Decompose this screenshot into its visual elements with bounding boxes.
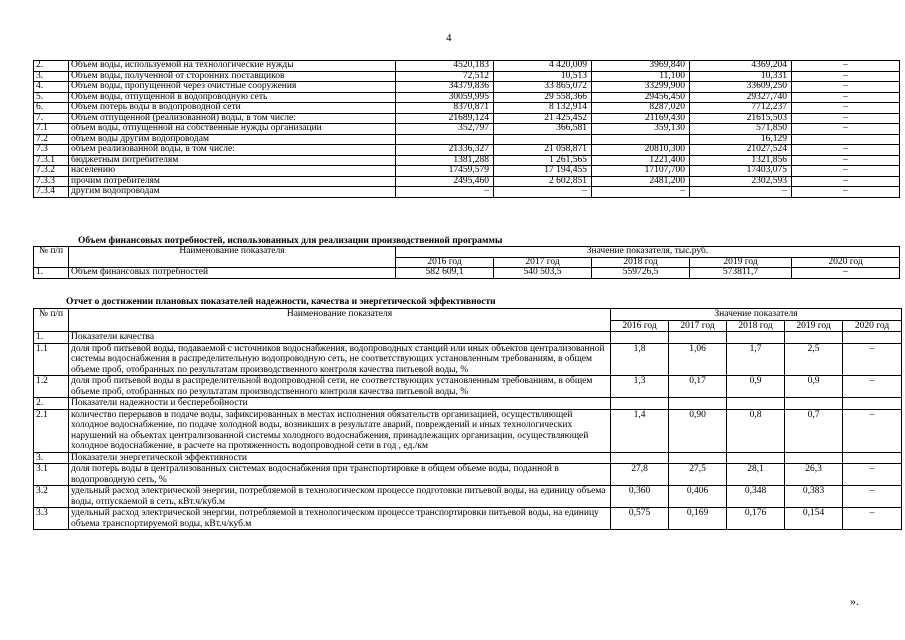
indicators-header-row [34, 309, 902, 321]
row-name: доля потерь воды в централизованных системах водоснабжения при транспортировке в общем объеме воды, поданной в водопроводную сеть, % [69, 464, 611, 486]
row-value: 540 503,5 [494, 268, 592, 279]
row-value [396, 134, 494, 145]
table-row [34, 176, 900, 187]
row-name: Объем воды, отпущенной в водопроводную сеть [69, 92, 396, 103]
row-value: 21615,503 [690, 113, 792, 124]
table-row [34, 113, 900, 124]
row-value: 33609,250 [690, 82, 792, 93]
row-value: 17107,700 [592, 166, 690, 177]
page-number: 4 [446, 32, 452, 44]
row-value: – [792, 145, 900, 156]
empty-cell [785, 332, 843, 344]
row-value: – [792, 103, 900, 114]
year-header: 2017 год [669, 320, 727, 332]
row-number: 7.3 [34, 145, 69, 156]
row-value: 359,130 [592, 124, 690, 135]
row-value: 0,383 [785, 486, 843, 508]
section-number: 2. [34, 398, 69, 410]
table-row [34, 187, 900, 198]
row-value: 21336,327 [396, 145, 494, 156]
row-value: – [792, 268, 900, 279]
row-value: 21027,524 [690, 145, 792, 156]
table-row [34, 343, 902, 376]
row-number: 7.3.4 [34, 187, 69, 198]
row-value: 20810,300 [592, 145, 690, 156]
row-value: 30059,995 [396, 92, 494, 103]
row-value: 11,100 [592, 71, 690, 82]
row-value: 21 425,452 [494, 113, 592, 124]
section-row [34, 452, 902, 464]
empty-cell [843, 452, 902, 464]
row-value: 3969,840 [592, 61, 690, 72]
row-value: 27,5 [669, 464, 727, 486]
row-value: 1221,400 [592, 155, 690, 166]
row-name: объем воды другим водопроводам [69, 134, 396, 145]
row-name: населению [69, 166, 396, 177]
empty-cell [669, 452, 727, 464]
row-value: 0,9 [785, 376, 843, 398]
table-row [34, 92, 900, 103]
row-value: 0,348 [727, 486, 785, 508]
table-row [34, 82, 900, 93]
row-value: 1,8 [611, 343, 669, 376]
row-number: 7.3.1 [34, 155, 69, 166]
row-number: 2.1 [34, 409, 69, 452]
row-value: 0,90 [669, 409, 727, 452]
section-title: Показатели энергетической эффективности [69, 452, 611, 464]
finance-table [33, 246, 900, 279]
table-row [34, 376, 902, 398]
empty-cell [843, 332, 902, 344]
row-value: 29 558,366 [494, 92, 592, 103]
row-value: – [792, 124, 900, 135]
row-value: 1,4 [611, 409, 669, 452]
row-value: 27,8 [611, 464, 669, 486]
row-name: доля проб питьевой воды, подаваемой с источников водоснабжения, водопроводных станций или иных объектов централизованной системы водоснабжения в распределительную водопроводную сеть, не соответствующих установленным требованиям, в общем объеме проб, отобранных по результатам производственного контроля качества питьевой воды, % [69, 343, 611, 376]
row-name: количество перерывов в подаче воды, зафиксированных в местах исполнения обязательств организацией, осуществляющей холодное водоснабжение, по подаче холодной воды, возникших в результате аварий, повреждений и иных технологических нарушений на объектах централизованной системы холодного водоснабжения, принадлежащих организации, осуществляющей холодное водоснабжение, в расчете на протяженность водопроводной сети в год , ед./км [69, 409, 611, 452]
row-name: Объем воды, пропущенной через очистные сооружения [69, 82, 396, 93]
row-value: 352,797 [396, 124, 494, 135]
table-row [34, 103, 900, 114]
row-value [494, 134, 592, 145]
row-value: 17459,579 [396, 166, 494, 177]
row-value: 10,331 [690, 71, 792, 82]
year-header: 2018 год [727, 320, 785, 332]
row-value: – [792, 113, 900, 124]
table-row [34, 508, 902, 530]
row-value: – [843, 343, 902, 376]
row-number: 7.1 [34, 124, 69, 135]
row-value: 1,7 [727, 343, 785, 376]
row-value: 33 865,072 [494, 82, 592, 93]
row-value: 72,512 [396, 71, 494, 82]
empty-cell [669, 398, 727, 410]
row-value: 573811,7 [690, 268, 792, 279]
row-value: 0,154 [785, 508, 843, 530]
row-value: 33299,900 [592, 82, 690, 93]
row-value: 7712,237 [690, 103, 792, 114]
empty-cell [843, 398, 902, 410]
row-value: 29327,740 [690, 92, 792, 103]
year-header: 2019 год [785, 320, 843, 332]
row-value: 0,169 [669, 508, 727, 530]
table-row [34, 124, 900, 135]
header-num: № п/п [34, 247, 69, 268]
row-value: 0,406 [669, 486, 727, 508]
row-name: Объем потерь воды в водопроводной сети [69, 103, 396, 114]
row-value: 0,9 [727, 376, 785, 398]
row-number: 3. [34, 71, 69, 82]
row-value: 16,129 [690, 134, 792, 145]
row-name: удельный расход электрической энергии, потребляемой в технологическом процессе транспортировки питьевой воды, на единицу объема транспортируемой воды, кВт.ч/куб.м [69, 508, 611, 530]
header-name: Наименование показателя [69, 247, 396, 268]
closing-quote-mark: ». [850, 594, 859, 608]
row-value: 21169,430 [592, 113, 690, 124]
row-number: 3.2 [34, 486, 69, 508]
year-header: 2017 год [494, 257, 592, 268]
table-row [34, 166, 900, 177]
row-value: – [792, 82, 900, 93]
row-number: 1.2 [34, 376, 69, 398]
row-value: 29456,450 [592, 92, 690, 103]
row-name: Объем отпущенной (реализованной) воды, в том числе: [69, 113, 396, 124]
table-row [34, 155, 900, 166]
empty-cell [727, 398, 785, 410]
section-row [34, 332, 902, 344]
row-value: 2302,593 [690, 176, 792, 187]
year-header: 2018 год [592, 257, 690, 268]
row-value: – [843, 508, 902, 530]
row-name: доля проб питьевой воды в распределительной водопроводной сети, не соответствующих установленным требованиям, в общем объеме проб, отобранных по результатам производственного контроля качества питьевой воды, % [69, 376, 611, 398]
row-value: 571,850 [690, 124, 792, 135]
table-row [34, 134, 900, 145]
section-number: 1. [34, 332, 69, 344]
row-value: 0,575 [611, 508, 669, 530]
empty-cell [611, 332, 669, 344]
empty-cell [727, 452, 785, 464]
section-row [34, 398, 902, 410]
row-value: 1,06 [669, 343, 727, 376]
empty-cell [785, 452, 843, 464]
row-name: бюджетным потребителям [69, 155, 396, 166]
row-value: – [792, 71, 900, 82]
row-value: 21 058,871 [494, 145, 592, 156]
row-number: 7. [34, 113, 69, 124]
table-row [34, 486, 902, 508]
year-header: 2020 год [843, 320, 902, 332]
section-title: Показатели качества [69, 332, 611, 344]
indicators-table [33, 308, 902, 530]
row-value: 8287,020 [592, 103, 690, 114]
row-value: 4520,183 [396, 61, 494, 72]
year-header: 2020 год [792, 257, 900, 268]
row-number: 3.3 [34, 508, 69, 530]
row-value [792, 134, 900, 145]
row-number: 5. [34, 92, 69, 103]
row-value: 17403,075 [690, 166, 792, 177]
finance-header-row [34, 247, 900, 258]
row-name: объем реализованной воды, в том числе: [69, 145, 396, 156]
indicators-table-caption: Отчет о достижении плановых показателей надежности, качества и энергетической эффективности [66, 297, 496, 307]
header-name: Наименование показателя [69, 309, 611, 332]
row-value: 28,1 [727, 464, 785, 486]
row-value: – [690, 187, 792, 198]
row-value: – [843, 376, 902, 398]
row-name: объем воды, отпущенной на собственные нужды организации [69, 124, 396, 135]
year-header: 2019 год [690, 257, 792, 268]
header-value: Значение показателя, тыс.руб. [396, 247, 900, 258]
row-value: 0,8 [727, 409, 785, 452]
row-name: другим водопроводам [69, 187, 396, 198]
water-volume-table [33, 60, 900, 198]
row-value: 0,360 [611, 486, 669, 508]
row-value: – [792, 176, 900, 187]
table-row [34, 61, 900, 72]
row-value: 1 261,565 [494, 155, 592, 166]
row-name: удельный расход электрической энергии, потребляемой в технологическом процессе подготовки питьевой воды, на единицу объема воды, отпускаемой в сеть, кВт.ч/куб.м [69, 486, 611, 508]
row-value: 582 609,1 [396, 268, 494, 279]
row-name: Объем финансовых потребностей [69, 268, 396, 279]
row-value: 559726,5 [592, 268, 690, 279]
table-row [34, 268, 900, 279]
row-name: Объем воды, полученной от сторонних поставщиков [69, 71, 396, 82]
row-number: 1. [34, 268, 69, 279]
row-number: 1.1 [34, 343, 69, 376]
row-number: 4. [34, 82, 69, 93]
row-number: 7.2 [34, 134, 69, 145]
year-header: 2016 год [396, 257, 494, 268]
row-number: 3.1 [34, 464, 69, 486]
row-value: – [494, 187, 592, 198]
year-header: 2016 год [611, 320, 669, 332]
row-value: 0,17 [669, 376, 727, 398]
table-row [34, 464, 902, 486]
row-value: 4369,204 [690, 61, 792, 72]
row-value: – [843, 486, 902, 508]
row-value: – [843, 409, 902, 452]
row-value [592, 134, 690, 145]
row-value: 4 420,009 [494, 61, 592, 72]
header-value: Значение показателя [611, 309, 902, 321]
row-name: прочим потребителям [69, 176, 396, 187]
empty-cell [785, 398, 843, 410]
row-value: 0,7 [785, 409, 843, 452]
row-value: – [843, 464, 902, 486]
empty-cell [727, 332, 785, 344]
row-number: 6. [34, 103, 69, 114]
row-value: 1,3 [611, 376, 669, 398]
row-value: 2,5 [785, 343, 843, 376]
empty-cell [669, 332, 727, 344]
row-value: 1381,288 [396, 155, 494, 166]
table-row [34, 145, 900, 156]
row-value: 366,581 [494, 124, 592, 135]
row-name: Объем воды, используемой на технологические нужды [69, 61, 396, 72]
row-value: 10,513 [494, 71, 592, 82]
row-value: 34379,836 [396, 82, 494, 93]
empty-cell [611, 452, 669, 464]
finance-table-caption: Объем финансовых потребностей, использованных для реализации производственной программы [78, 236, 503, 246]
table-row [34, 409, 902, 452]
row-value: – [792, 92, 900, 103]
row-value: – [792, 155, 900, 166]
row-value: – [592, 187, 690, 198]
row-number: 7.3.3 [34, 176, 69, 187]
row-value: 2 602,851 [494, 176, 592, 187]
section-title: Показатели надежности и бесперебойности [69, 398, 611, 410]
row-value: 2495,460 [396, 176, 494, 187]
row-value: 17 194,455 [494, 166, 592, 177]
row-value: 8 132,914 [494, 103, 592, 114]
row-value: – [396, 187, 494, 198]
row-value: – [792, 187, 900, 198]
row-value: – [792, 166, 900, 177]
empty-cell [611, 398, 669, 410]
row-value: 1321,856 [690, 155, 792, 166]
row-value: 8370,871 [396, 103, 494, 114]
row-number: 7.3.2 [34, 166, 69, 177]
row-value: 21689,124 [396, 113, 494, 124]
row-value: 26,3 [785, 464, 843, 486]
header-num: № п/п [34, 309, 69, 332]
row-value: 2481,200 [592, 176, 690, 187]
section-number: 3. [34, 452, 69, 464]
row-number: 2. [34, 61, 69, 72]
row-value: – [792, 61, 900, 72]
row-value: 0,176 [727, 508, 785, 530]
table-row [34, 71, 900, 82]
